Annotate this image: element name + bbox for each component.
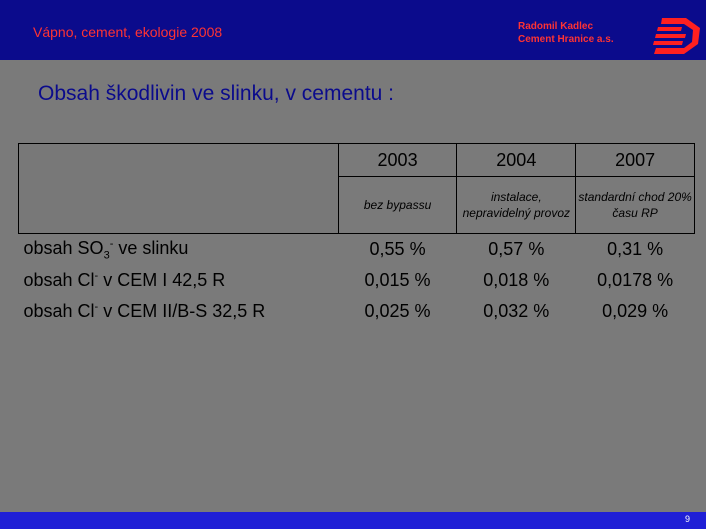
row-label: obsah Cl- v CEM II/B-S 32,5 R: [23, 301, 266, 321]
year-note: instalace, nepravidelný provoz: [457, 177, 576, 234]
author-info: [518, 20, 614, 46]
row-label: obsah Cl- v CEM I 42,5 R: [23, 270, 226, 290]
table-cell: 0,015 %: [364, 270, 431, 290]
header-bar: [0, 0, 706, 60]
company-d-logo-icon: [650, 16, 704, 56]
author-name: Radomil Kadlec: [518, 21, 594, 32]
table-cell: 0,032 %: [483, 301, 550, 321]
year-header: 2003: [338, 144, 457, 177]
slide-title: Obsah škodlivin ve slinku, v cementu :: [38, 82, 394, 105]
table-cell: 0,0178 %: [597, 270, 674, 290]
row-label: obsah $SO_3^-$ ve slinku: [23, 237, 189, 262]
pollutants-table: [18, 143, 695, 327]
year-note: standardní chod 20% času RP: [576, 177, 695, 234]
table-row: [19, 234, 695, 266]
table-header-years: [19, 144, 695, 177]
year-header: 2007: [576, 144, 695, 177]
table-cell: 0,57 %: [488, 239, 545, 259]
author-company: Cement Hranice a.s.: [518, 34, 614, 45]
table-cell: 0,31 %: [607, 239, 664, 259]
table-row: [19, 265, 695, 296]
table-cell: 0,029 %: [602, 301, 669, 321]
year-header: 2004: [457, 144, 576, 177]
table-cell: 0,55 %: [369, 239, 426, 259]
page-number: 9: [684, 514, 690, 524]
footer-bar: [0, 512, 706, 529]
table-corner-cell: [19, 144, 339, 234]
table-cell: 0,018 %: [483, 270, 550, 290]
year-note: bez bypassu: [338, 177, 457, 234]
table-cell: 0,025 %: [364, 301, 431, 321]
table-row: [19, 296, 695, 327]
conference-title: Vápno, cement, ekologie 2008: [33, 24, 223, 40]
